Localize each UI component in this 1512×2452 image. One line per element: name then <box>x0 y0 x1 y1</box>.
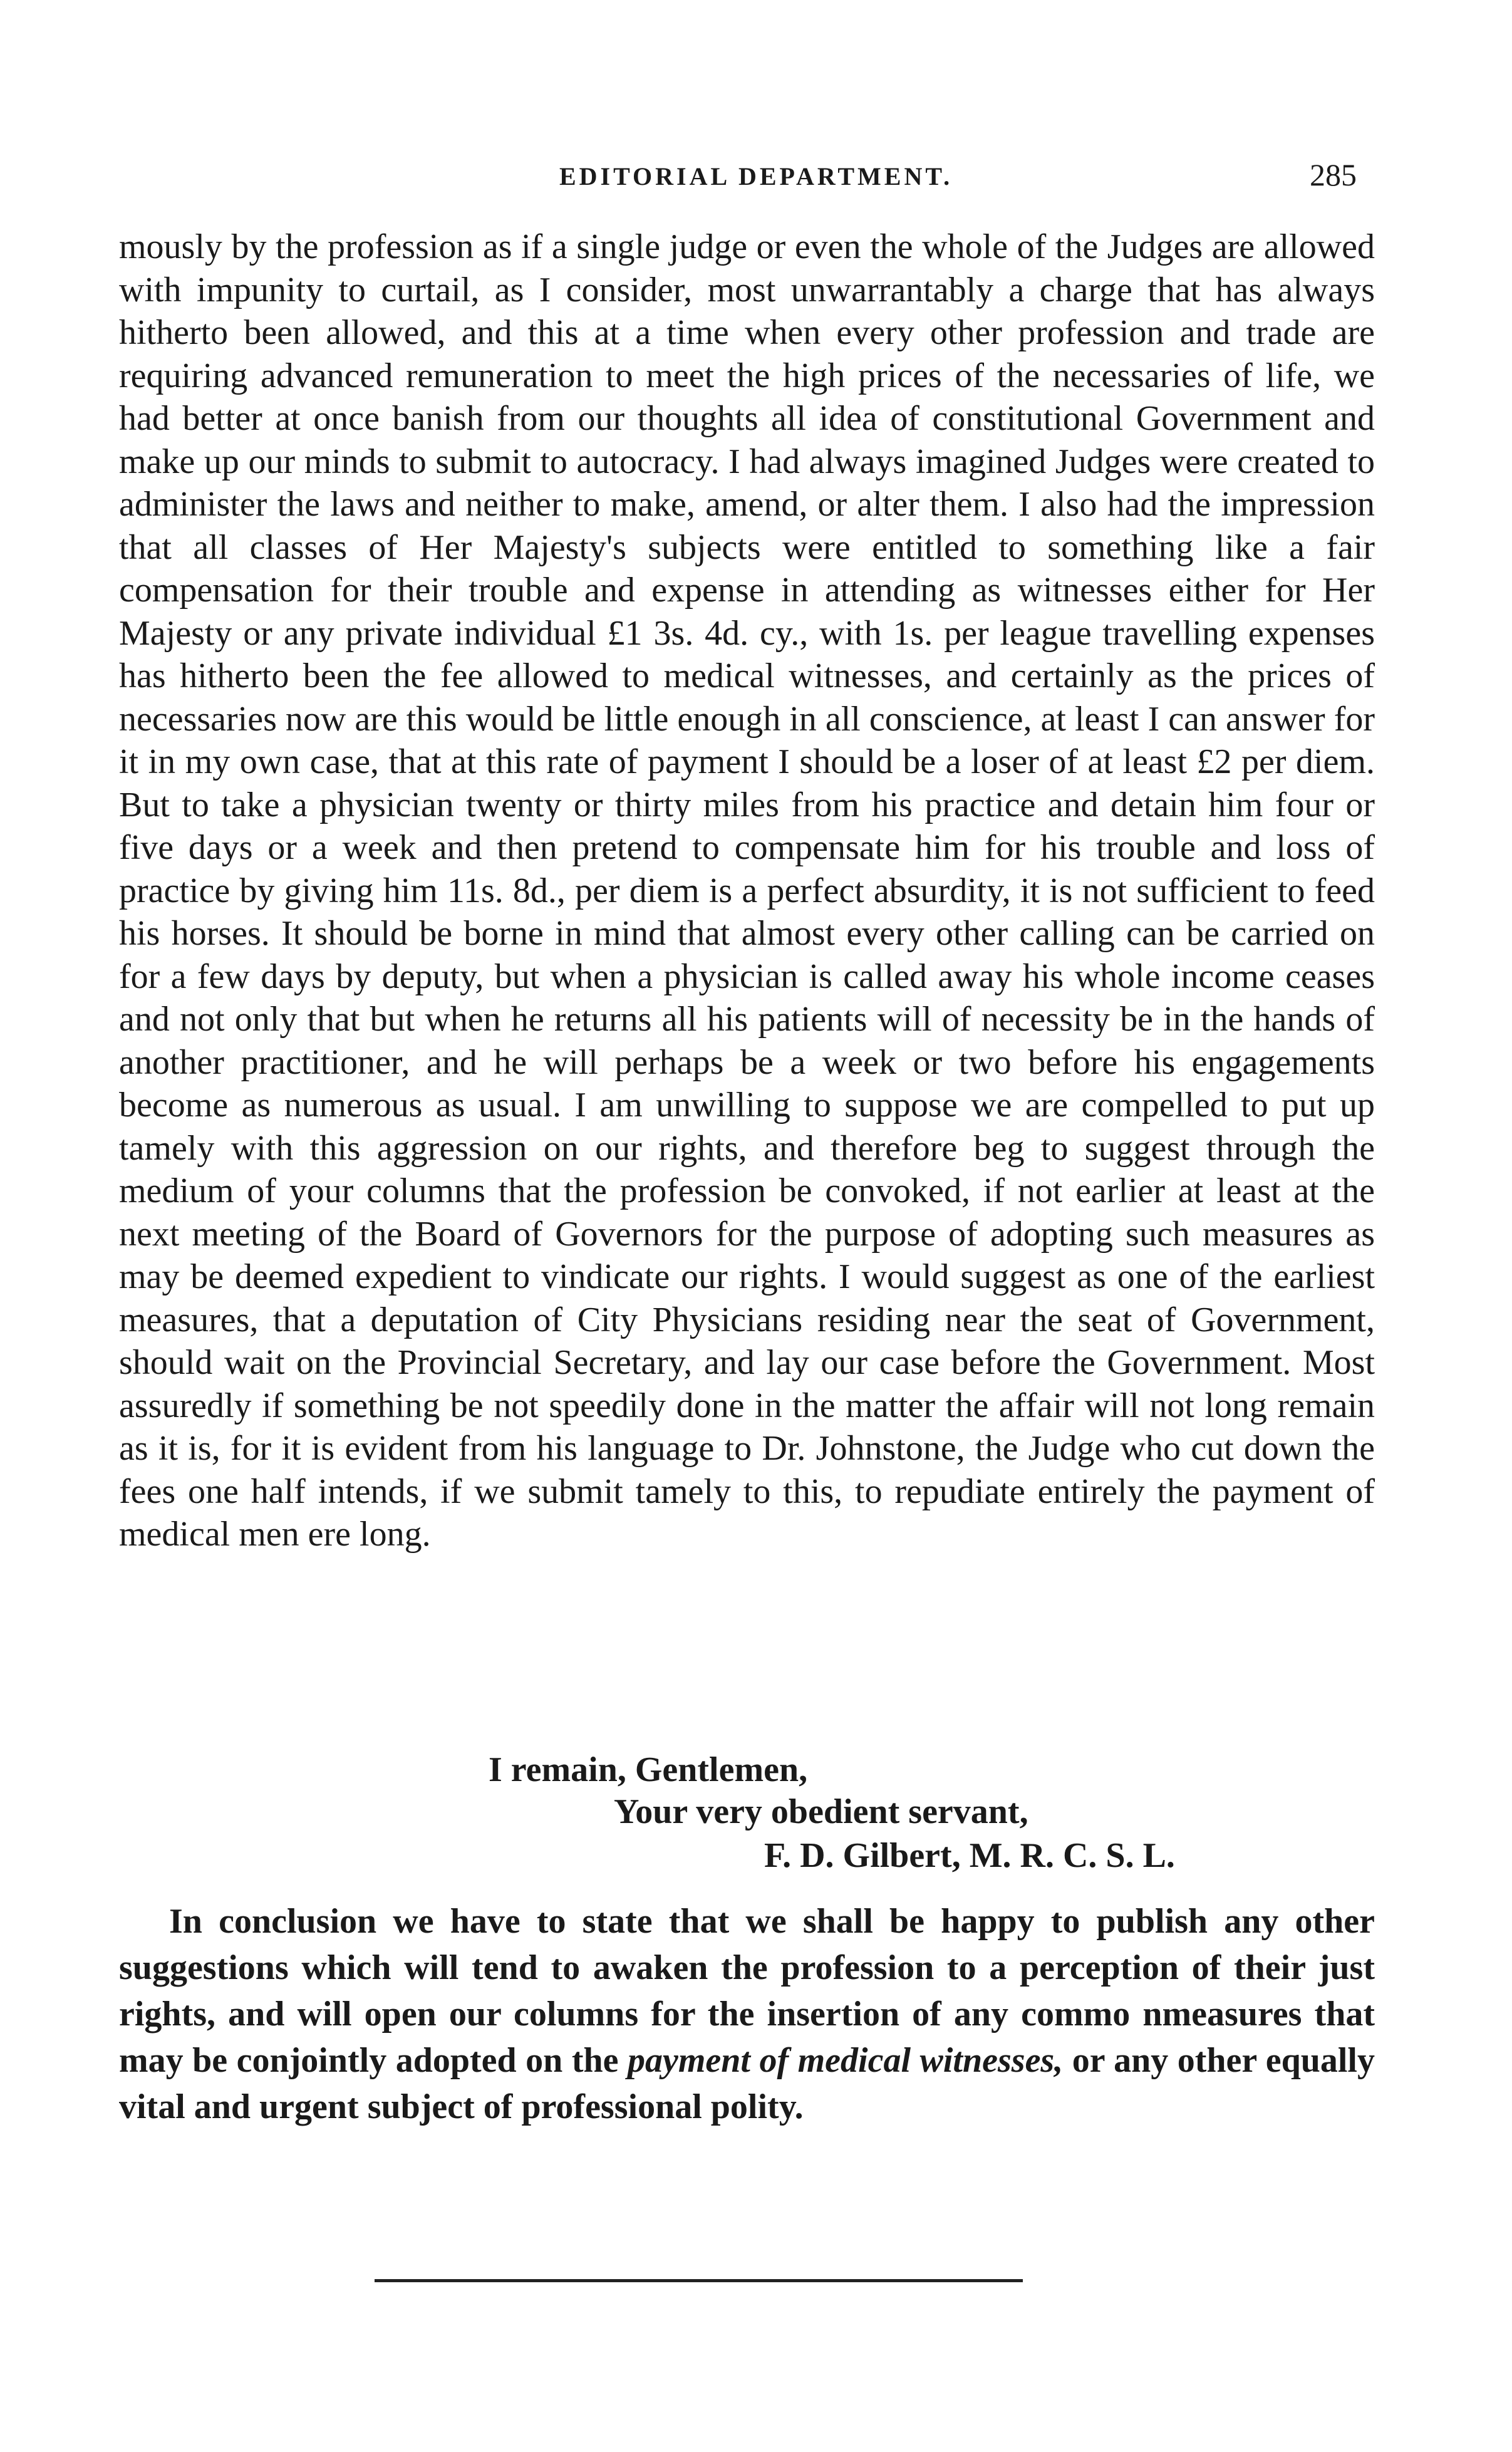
running-head: EDITORIAL DEPARTMENT. <box>559 162 953 190</box>
letter-paragraph: mously by the profession as if a single judge or even the whole of the Judges are allowed with impunity to curtail, as I consider, most unwarrantably a charge that has always hitherto been allowed, and this at a time when every other profession and trade are requiring advanced remuneration to meet the high prices of the necessaries of life, we had better at once banish from our thoughts all idea of constitutional Government and make up our minds to submit to autocracy. I had always imagined Judges were created to administer the laws and neither to make, amend, or alter them. I also had the impression that all classes of Her Majesty's subjects were entitled to something like a fair compensation for their trouble and expense in attending as witnesses either for Her Majesty or any private individual £1 3s. 4d. cy., with 1s. per league travelling expenses has hitherto been the fee allowed to medical witnesses, and certainly as the prices of necessaries now are this would be little enough in all conscience, at least I can answer for it in my own case, that at this rate of payment I should be a loser of at least £2 per diem. But to take a physician twenty or thirty miles from his practice and detain him four or five days or a week and then pretend to compensate him for his trouble and loss of practice by giving him 11s. 8d., per diem is a perfect absurdity, it is not sufficient to feed his horses. It should be borne in mind that almost every other calling can be carried on for a few days by deputy, but when a physician is called away his whole income ceases and not only that but when he returns all his patients will of necessity be in the hands of another practitioner, and he will perhaps be a week or two before his engagements become as numerous as usual. I am unwilling to suppose we are compelled to put up tamely with this aggression on our rights, and therefore beg to suggest through the medium of your columns that the profession be convoked, if not earlier at least at the next meeting of the Board of Governors for the purpose of adopting such measures as may be deemed expedient to vindicate our rights. I would suggest as one of the earliest measures, that a deputation of City Physicians residing near the seat of Government, should wait on the Provincial Secretary, and lay our case before the Government. Most assuredly if something be not speedily done in the matter the affair will not long remain as it is, for it is evident from his language to Dr. Johnstone, the Judge who cut down the fees one half intends, if we submit tamely to this, to repudiate entirely the payment of medical men ere long. <box>119 227 1375 1554</box>
signature: F. D. Gilbert, M. R. C. S. L. <box>764 1836 1175 1875</box>
closing-line-1: I remain, Gentlemen, <box>489 1750 808 1789</box>
editorial-note <box>119 1898 1375 2130</box>
editorial-note-text: In conclusion we have to state that we shall be happy to publish any other suggestions which will tend to awaken the profession to a perception of their just rights, and will open our columns for the insertion of any commo nmeasures that may be conjointly adopted on the <box>119 1902 1375 2080</box>
closing-line-2: Your very obedient servant, <box>614 1792 1028 1831</box>
editorial-note-text-end: or any other equally vital and urgent subject of professional polity. <box>119 2041 1375 2126</box>
page-number: 285 <box>1310 157 1357 192</box>
editorial-note-emphasis: payment of medical witnesses, <box>627 2041 1064 2080</box>
section-divider <box>375 2279 1023 2282</box>
letter-body <box>119 226 1375 1556</box>
